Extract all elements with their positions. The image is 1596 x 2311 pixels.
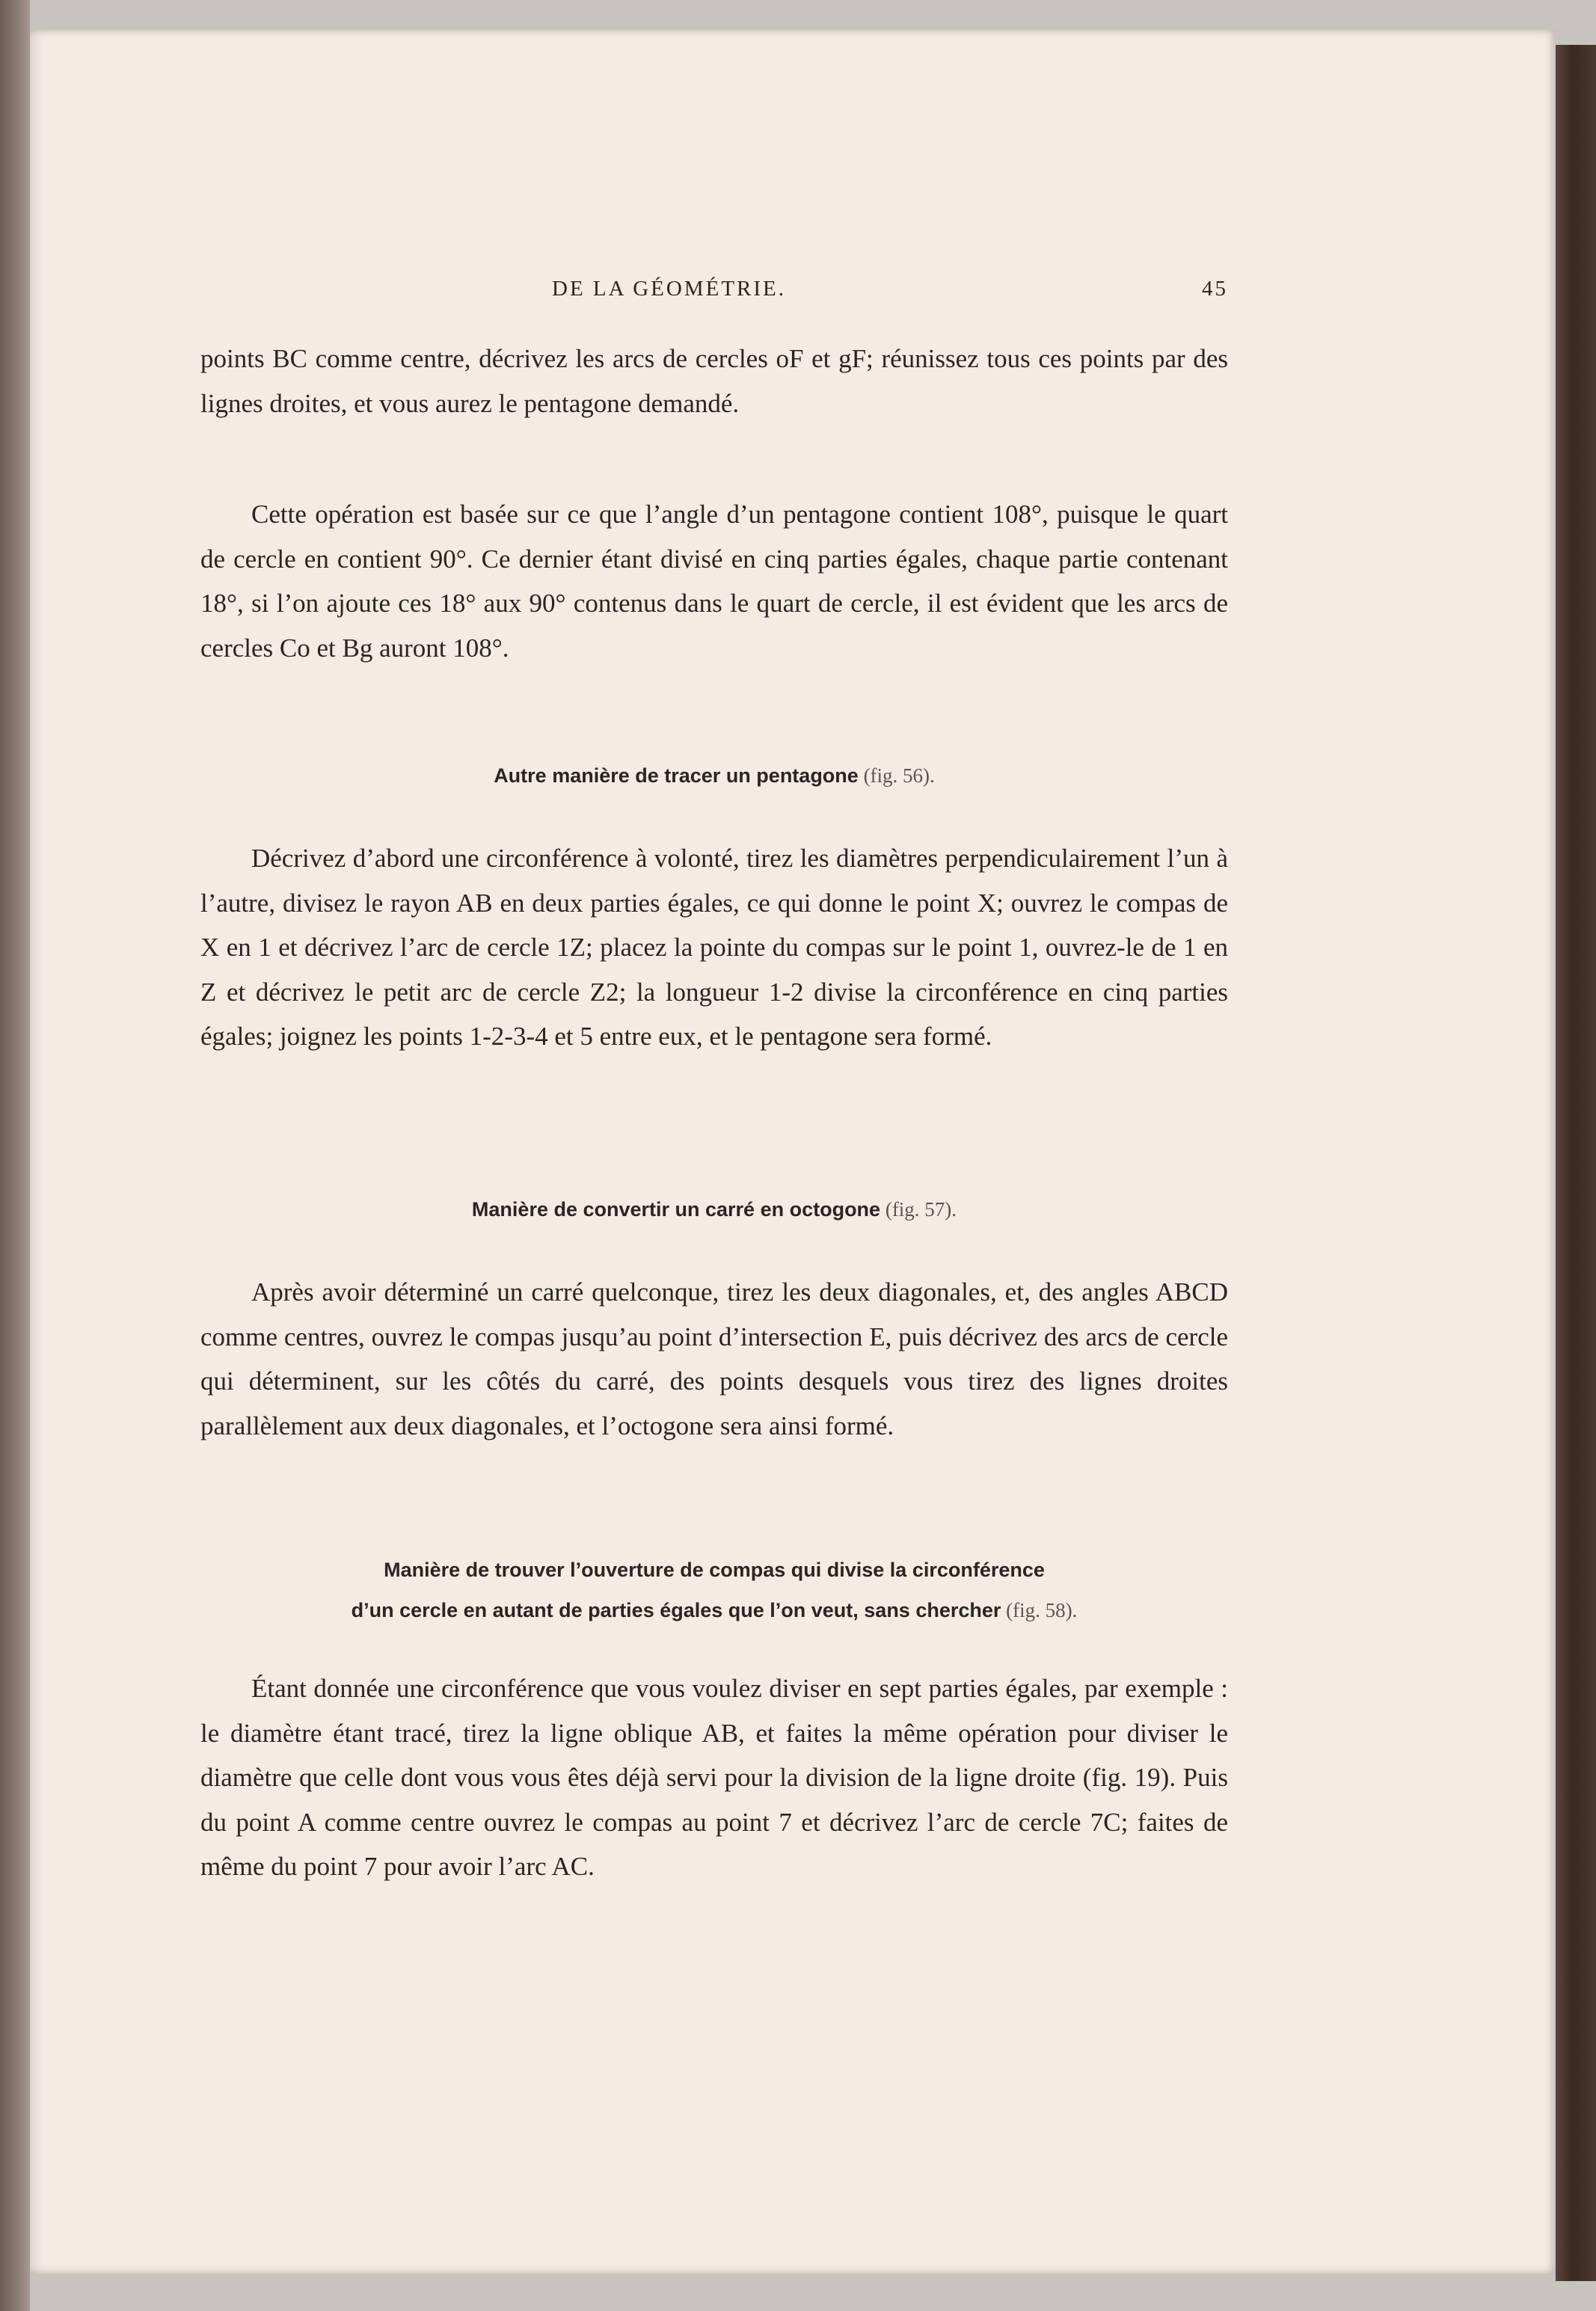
left-page-edge — [0, 0, 30, 2311]
section-heading-3-figure-ref: (fig. 58). — [1001, 1599, 1078, 1621]
section-heading-2-title: Manière de convertir un carré en octogone — [471, 1198, 881, 1221]
paragraph-2: Cette opération est basée sur ce que l’angle d’un pentagone contient 108°, puisque le quart de cercle en contient 90°. Ce dernier étant divisé en cinq parties égales, chaque partie contenant 18°, si l’on ajoute ces 18° aux 90° contenus dans le quart de cercle, il est évident que les arcs de cercles Co et Bg auront 108°. — [200, 500, 1228, 663]
section-heading-2-figure-ref: (fig. 57). — [880, 1198, 957, 1221]
paragraph-5: Étant donnée une circonférence que vous voulez diviser en sept parties égales, par exemple : le diamètre étant tracé, tirez la ligne oblique AB, et faites la même opération pour diviser le diamètre que celle dont vous vous êtes déjà servi pour la division de la ligne droite (fig. 19). Puis du point A comme centre ouvrez le compas au point 7 et décrivez l’arc de cercle 7C; faites de même du point 7 pour avoir l’arc AC. — [200, 1674, 1228, 1881]
section-heading-2 — [200, 1198, 1228, 1221]
running-title: DE LA GÉOMÉTRIE. — [552, 277, 786, 301]
book-page — [30, 30, 1556, 2274]
section-heading-3-line-2: d’un cercle en autant de parties égales que l’on veut, sans chercher — [351, 1599, 1001, 1621]
paragraph-3: Décrivez d’abord une circonférence à volonté, tirez les diamètres perpendiculairement l’un à l’autre, divisez le rayon AB en deux parties égales, ce qui donne le point X; ouvrez le compas de X en 1 et décrivez l’arc de cercle 1Z; placez la pointe du compas sur le point 1, ouvrez-le de 1 en Z et décrivez le petit arc de cercle Z2; la longueur 1-2 divise la circonférence en cinq parties égales; joignez les points 1-2-3-4 et 5 entre eux, et le pentagone sera formé. — [200, 844, 1228, 1051]
book-binding-edge — [1556, 45, 1596, 2281]
section-heading-3-line-1: Manière de trouver l’ouverture de compas qui divise la circonférence — [384, 1559, 1045, 1581]
running-header — [200, 277, 1228, 314]
page-number: 45 — [1202, 277, 1228, 301]
paragraph-1: points BC comme centre, décrivez les arcs de cercles oF et gF; réunissez tous ces points par des lignes droites, et vous aurez le pentagone demandé. — [200, 344, 1228, 418]
paragraph-4: Après avoir déterminé un carré quelconque, tirez les deux diagonales, et, des angles ABCD comme centres, ouvrez le compas jusqu’au point d’intersection E, puis décrivez des arcs de cercle qui déterminent, sur les côtés du carré, des points desquels vous tirez des lignes droites parallèlement aux deux diagonales, et l’octogone sera ainsi formé. — [200, 1277, 1228, 1440]
section-heading-1 — [200, 764, 1228, 788]
section-heading-3 — [200, 1550, 1228, 1630]
section-heading-1-figure-ref: (fig. 56). — [858, 764, 935, 787]
section-heading-1-title: Autre manière de tracer un pentagone — [494, 764, 859, 787]
